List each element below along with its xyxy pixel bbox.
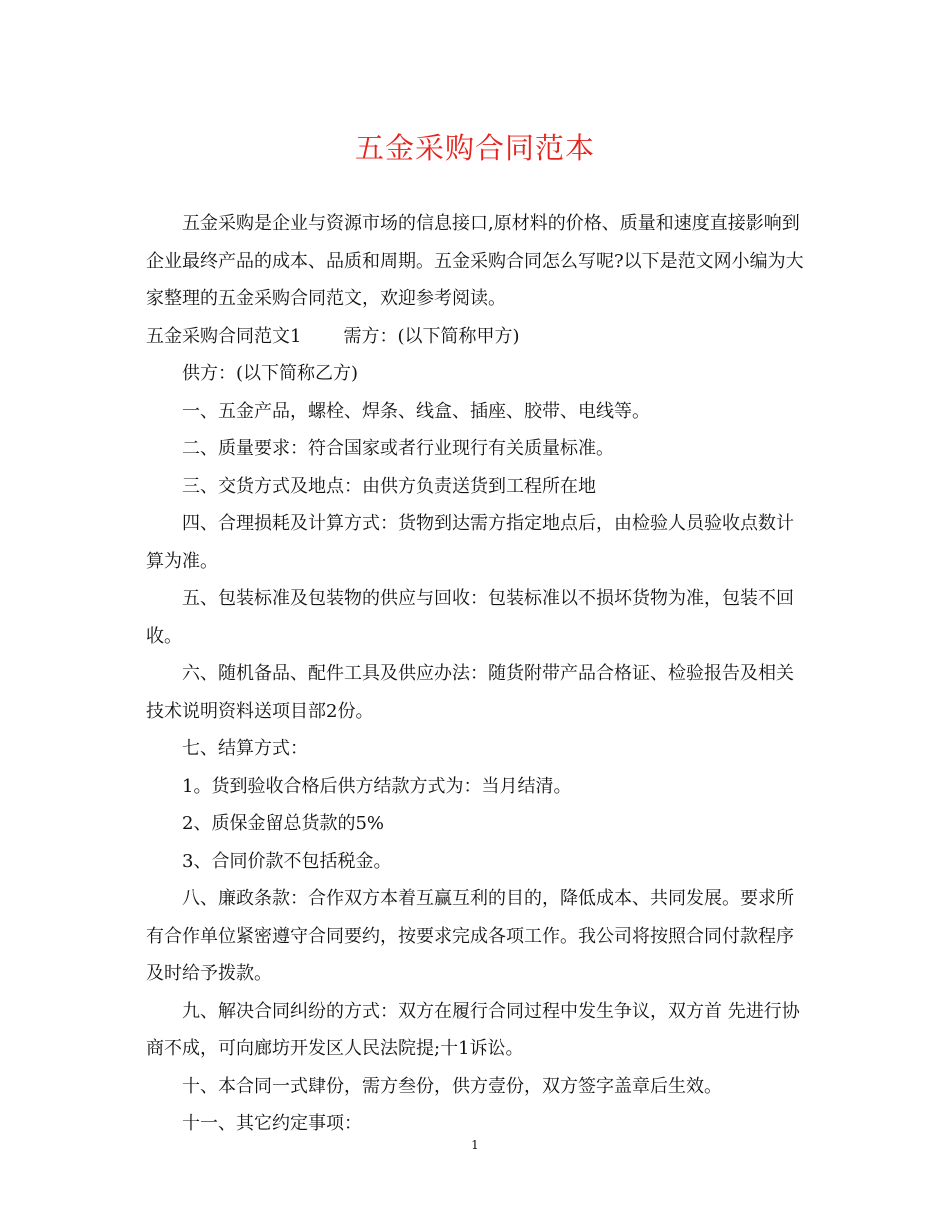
clause-5: 五、包装标准及包装物的供应与回收：包装标准以不损坏货物为准，包装不回收。 bbox=[146, 588, 794, 647]
clause-9: 九、解决合同纠纷的方式：双方在履行合同过程中发生争议，双方首 先进行协商不成，可向廊坊开发区人民法院提;十1诉讼。 bbox=[146, 1000, 800, 1059]
clause-1: 一、五金产品，螺栓、焊条、线盒、插座、胶带、电线等。 bbox=[182, 400, 650, 422]
clause-4: 四、合理损耗及计算方式：货物到达需方指定地点后，由检验人员验收点数计算为准。 bbox=[146, 513, 794, 572]
sample-heading-line bbox=[146, 318, 806, 356]
sample-heading: 五金采购合同范文1 bbox=[146, 325, 302, 347]
clause-8: 八、廉政条款：合作双方本着互赢互利的目的，降低成本、共同发展。要求所有合作单位紧密遵守合同要约，按要求完成各项工作。我公司将按照合同付款程序及时给予拨款。 bbox=[146, 888, 794, 984]
clause-6: 六、随机备品、配件工具及供应办法：随货附带产品合格证、检验报告及相关技术说明资料送项目部2份。 bbox=[146, 663, 794, 722]
clause-3: 三、交货方式及地点：由供方负责送货到工程所在地 bbox=[182, 475, 596, 497]
document-title: 五金采购合同范本 bbox=[354, 131, 595, 165]
document-body bbox=[146, 205, 806, 1143]
clause-2: 二、质量要求：符合国家或者行业现行有关质量标准。 bbox=[182, 438, 614, 459]
party-b-line: 供方：(以下简称乙方) bbox=[182, 363, 359, 384]
party-a-line: 需方：(以下简称甲方) bbox=[343, 325, 520, 347]
clause-7: 七、结算方式： bbox=[182, 738, 308, 759]
intro-paragraph: 五金采购是企业与资源市场的信息接口,原材料的价格、质量和速度直接影响到企业最终产品的成本、品质和周期。五金采购合同怎么写呢?以下是范文网小编为大家整理的五金采购合同范文，欢迎参考阅读。 bbox=[146, 213, 804, 309]
page-number: 1 bbox=[471, 1138, 479, 1152]
clause-7-sub-1: 1。货到验收合格后供方结款方式为：当月结清。 bbox=[182, 775, 572, 797]
clause-11: 十一、其它约定事项： bbox=[182, 1113, 362, 1134]
clause-7-sub-3: 3、合同价款不包括税金。 bbox=[182, 850, 392, 872]
clause-7-sub-2: 2、质保金留总货款的5% bbox=[182, 813, 385, 834]
clause-10: 十、本合同一式肆份，需方叁份，供方壹份，双方签字盖章后生效。 bbox=[182, 1075, 722, 1097]
